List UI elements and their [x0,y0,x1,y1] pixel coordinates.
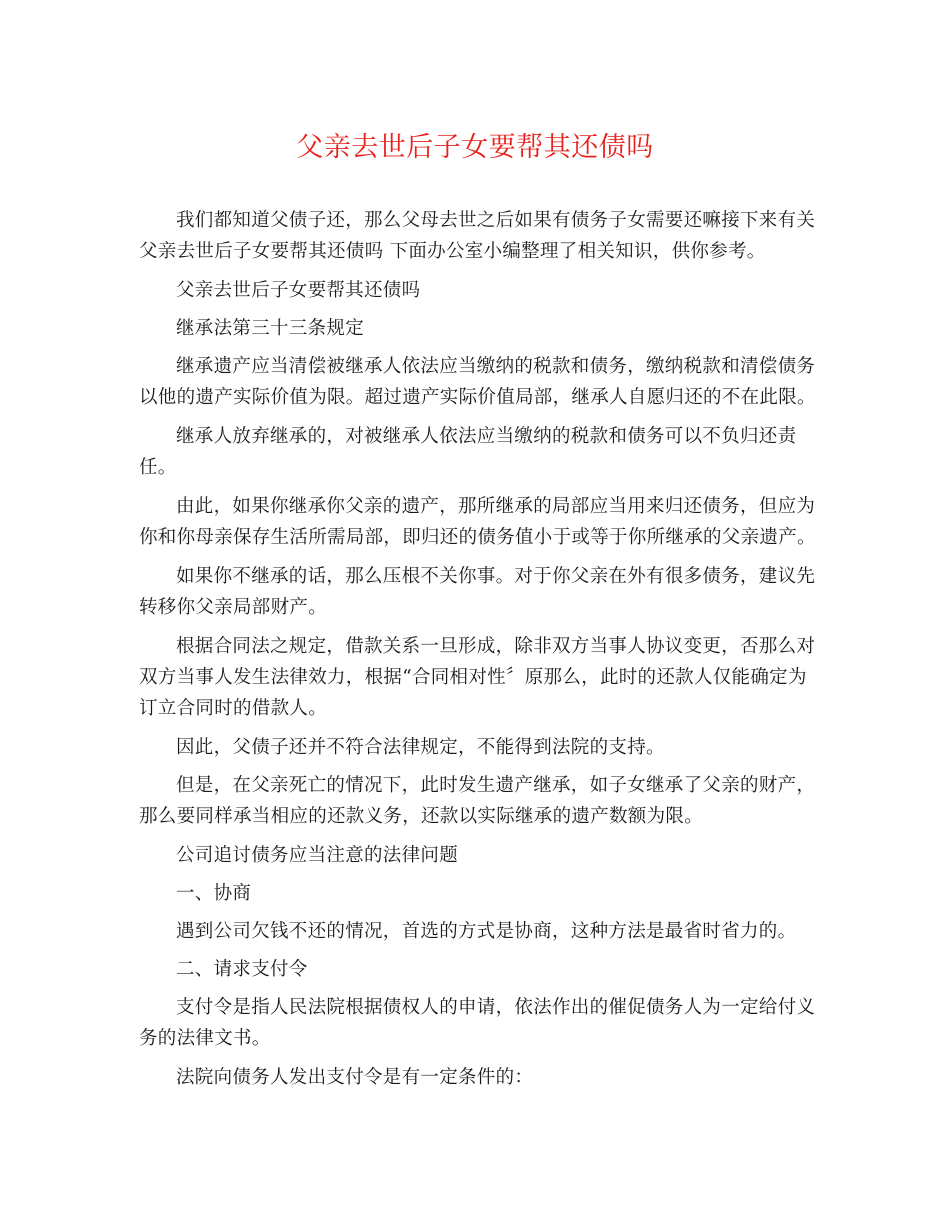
document-title: 父亲去世后子女要帮其还债吗 [296,132,654,163]
paragraph-heading-law-article: 继承法第三十三条规定 [176,318,365,339]
paragraph-heading-payment-order: 二、请求支付令 [176,959,308,980]
paragraph-contract-law: 根据合同法之规定，借款关系一旦形成，除非双方当事人协议变更，否那么对双方当事人发生法律效力，根据“合同相对性〞原那么，此时的还款人仅能确定为订立合同时的借款人。 [139,636,816,719]
paragraph-heading-company-debt: 公司追讨债务应当注意的法律问题 [176,845,459,866]
paragraph-conclusion: 因此，父债子还并不符合法律规定，不能得到法院的支持。 [176,737,665,758]
paragraph-renounce-inheritance: 继承人放弃继承的，对被继承人依法应当缴纳的税款和债务可以不负归还责任。 [139,426,797,478]
paragraph-heading-negotiate: 一、协商 [176,883,252,904]
paragraph-payment-order-definition: 支付令是指人民法院根据债权人的申请，依法作出的催促债务人为一定给付义务的法律文书。 [139,997,816,1049]
paragraph-negotiate-text: 遇到公司欠钱不还的情况，首选的方式是协商，这种方法是最省时省力的。 [176,921,797,942]
paragraph-inherit-repay: 由此，如果你继承你父亲的遗产，那所继承的局部应当用来归还债务，但应为你和你母亲保存生活所需局部，即归还的债务值小于或等于你所继承的父亲遗产。 [139,496,816,548]
document-body [139,205,819,1100]
paragraph-death-case: 但是，在父亲死亡的情况下，此时发生遗产继承，如子女继承了父亲的财产，那么要同样承当相应的还款义务，还款以实际继承的遗产数额为限。 [139,775,816,827]
paragraph-law-text: 继承遗产应当清偿被继承人依法应当缴纳的税款和债务，缴纳税款和清偿债务以他的遗产实际价值为限。超过遗产实际价值局部，继承人自愿归还的不在此限。 [139,356,816,408]
paragraph-intro: 我们都知道父债子还，那么父母去世之后如果有债务子女需要还嘛接下来有关父亲去世后子女要帮其还债吗 下面办公室小编整理了相关知识，供你参考。 [139,210,816,262]
paragraph-heading-question: 父亲去世后子女要帮其还债吗 [176,280,421,301]
paragraph-payment-order-conditions: 法院向债务人发出支付令是有一定条件的： [176,1067,534,1088]
paragraph-not-inherit: 如果你不继承的话，那么压根不关你事。对于你父亲在外有很多债务，建议先转移你父亲局部财产。 [139,566,816,618]
